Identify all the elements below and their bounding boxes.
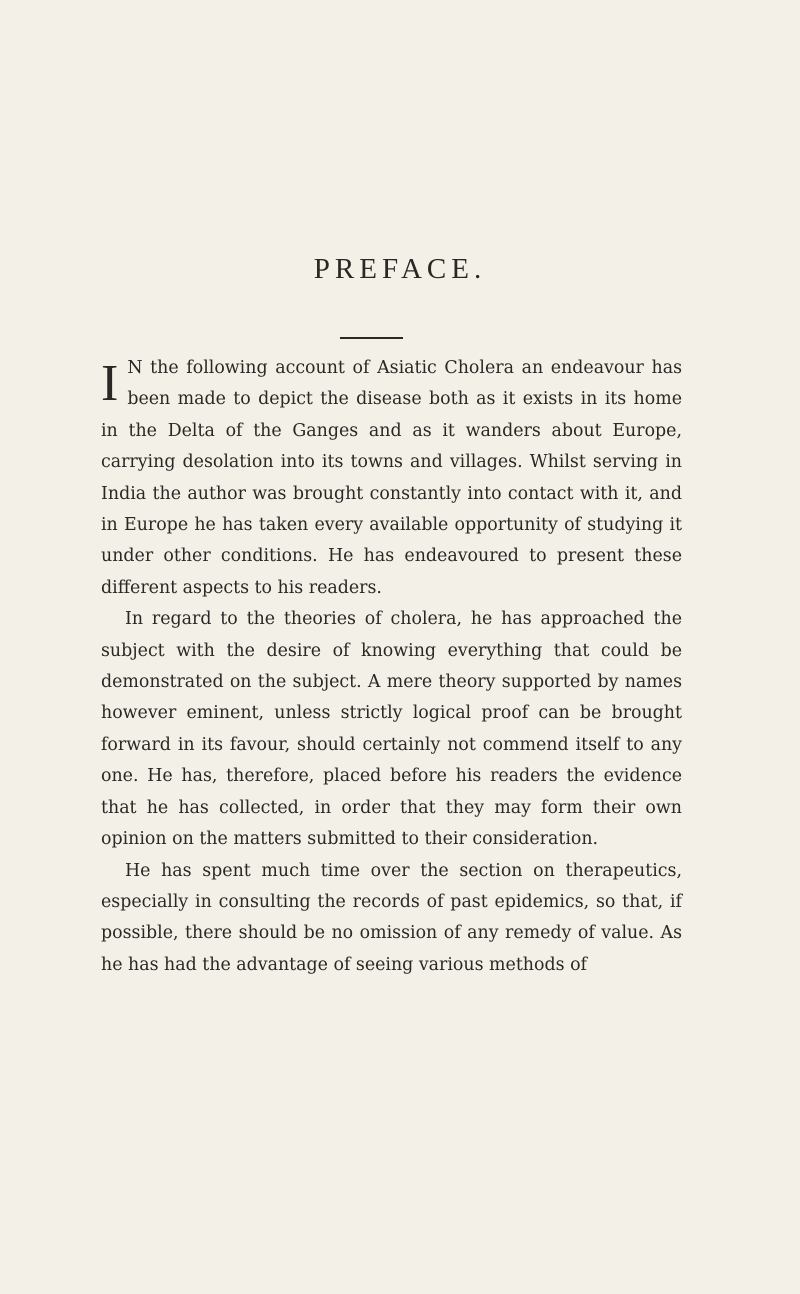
preface-body xyxy=(101,353,682,981)
paragraph-1 xyxy=(101,353,682,604)
paragraph-2: In regard to the theories of cholera, he has approached the subject with the desire of knowing everything that could be demonstrated on the subject. A mere theory supported by names however eminent, unless strictly logical proof can be brought forward in its favour, should certainly not commend itself to any one. He has, therefore, placed before his readers the evidence that he has collected, in order that they may form their own opinion on the matters submitted to their consideration. xyxy=(101,609,682,850)
paragraph-1-text: N the following account of Asiatic Cholera an endeavour has been made to depict the disease both as it exists in its home in the Delta of the Ganges and as it wanders about Europe, carrying desolation into its towns and villages. Whilst serving in India the author was brought constantly into contact with it, and in Europe he has taken every available opportunity of studying it under other conditions. He has endeavoured to present these different aspects to his readers. xyxy=(101,358,682,598)
title-rule xyxy=(340,337,403,339)
drop-cap: I xyxy=(101,355,119,412)
page-title: PREFACE. xyxy=(313,253,487,285)
paragraph-3: He has spent much time over the section on therapeutics, especially in consulting the records of past epidemics, so that, if possible, there should be no omission of any remedy of value. As he has had the advantage of seeing various methods of xyxy=(101,860,682,975)
